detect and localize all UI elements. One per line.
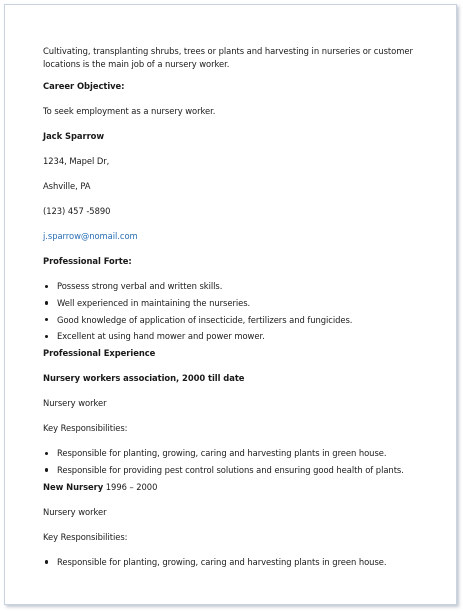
resume-content xyxy=(43,45,443,573)
professional-experience-heading: Professional Experience xyxy=(43,348,156,359)
bullet-icon xyxy=(45,452,48,455)
responsibilities-list xyxy=(43,447,443,476)
career-objective-heading: Career Objective: xyxy=(43,81,125,91)
job-title: Nursery worker xyxy=(43,506,107,517)
list-item-text: Well experienced in maintaining the nurseries. xyxy=(57,297,251,308)
list-item-text: Possess strong verbal and written skills. xyxy=(57,281,223,291)
list-item-text: Responsible for planting, growing, caring and harvesting plants in green house. xyxy=(57,556,387,567)
job-employer-line xyxy=(43,481,443,494)
job-employer: New Nursery xyxy=(43,481,104,492)
professional-forte-list xyxy=(43,280,443,343)
professional-forte-heading: Professional Forte: xyxy=(43,256,132,266)
bullet-icon xyxy=(45,301,48,304)
list-item-text: Responsible for providing pest control solutions and ensuring good health of plants. xyxy=(57,464,404,475)
list-item-text: Good knowledge of application of insecticide, fertilizers and fungicides. xyxy=(57,314,353,325)
list-item xyxy=(45,447,443,460)
bullet-icon xyxy=(45,468,48,471)
list-item xyxy=(45,297,443,310)
list-item xyxy=(45,556,443,569)
job-title: Nursery worker xyxy=(43,398,107,409)
list-item xyxy=(45,280,443,293)
list-item xyxy=(45,330,443,343)
list-item xyxy=(45,314,443,327)
contact-email-link[interactable]: j.sparrow@nomail.com xyxy=(43,231,138,241)
contact-name: Jack Sparrow xyxy=(43,131,105,141)
contact-address-line2: Ashville, PA xyxy=(43,181,91,191)
contact-address-line1: 1234, Mapel Dr, xyxy=(43,156,110,166)
bullet-icon xyxy=(45,285,48,288)
bullet-icon xyxy=(45,560,48,563)
job-employer: Nursery workers association, 2000 till date xyxy=(43,373,245,384)
resume-page xyxy=(4,4,457,605)
bullet-icon xyxy=(45,335,48,338)
career-objective-text: To seek employment as a nursery worker. xyxy=(43,106,216,116)
bullet-icon xyxy=(45,318,48,321)
responsibilities-list xyxy=(43,556,443,569)
key-responsibilities-heading: Key Responsibilities: xyxy=(43,423,128,434)
job-dates: 1996 – 2000 xyxy=(103,481,158,492)
list-item-text: Excellent at using hand mower and power mower. xyxy=(57,331,265,342)
list-item xyxy=(45,464,443,477)
list-item-text: Responsible for planting, growing, caring and harvesting plants in green house. xyxy=(57,448,387,459)
key-responsibilities-heading: Key Responsibilities: xyxy=(43,531,128,542)
contact-phone: (123) 457 -5890 xyxy=(43,206,111,216)
intro-paragraph: Cultivating, transplanting shrubs, trees or plants and harvesting in nurseries or customer locations is the main job of a nursery worker. xyxy=(43,46,413,69)
